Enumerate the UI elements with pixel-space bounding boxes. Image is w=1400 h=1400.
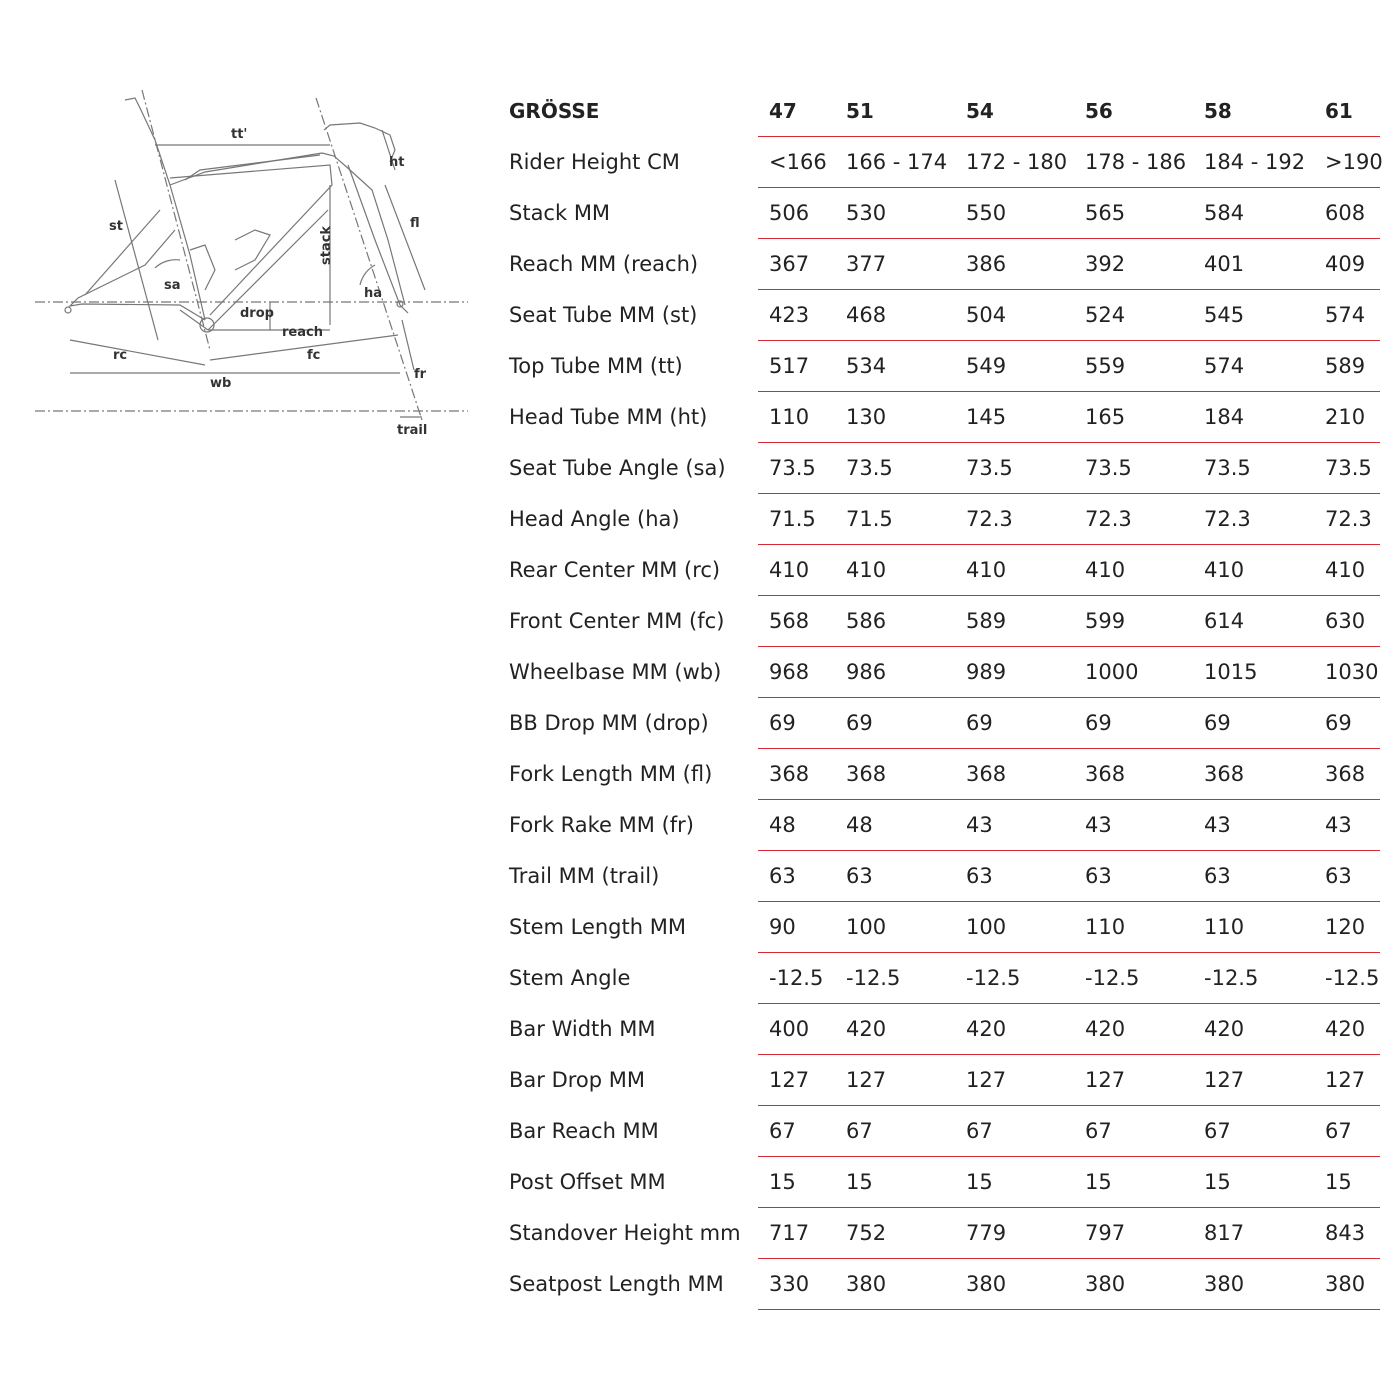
label-st: st <box>109 219 123 234</box>
table-row <box>507 953 1380 1004</box>
size-value-cell: 420 <box>1085 1017 1126 1041</box>
size-value-cell: 63 <box>966 864 993 888</box>
size-value-cell: 69 <box>1204 711 1231 735</box>
row-label: Fork Length MM (fl) <box>509 762 713 786</box>
frame-geometry-diagram <box>30 90 475 440</box>
size-value-cell: 72.3 <box>966 507 1013 531</box>
size-value-cell: 210 <box>1325 405 1366 429</box>
table-row <box>507 545 1380 596</box>
bottle-cage-front-outline <box>235 230 270 270</box>
size-value-cell: 100 <box>846 915 887 939</box>
size-value-cell: 63 <box>769 864 796 888</box>
size-value-cell: 986 <box>846 660 887 684</box>
row-label: Front Center MM (fc) <box>509 609 725 633</box>
size-value-cell: 420 <box>966 1017 1007 1041</box>
size-value-cell: 368 <box>1204 762 1245 786</box>
size-value-cell: 545 <box>1204 303 1245 327</box>
size-value-cell: 549 <box>966 354 1007 378</box>
size-value-cell: 584 <box>1204 201 1245 225</box>
size-value-cell: 420 <box>846 1017 887 1041</box>
row-label: Trail MM (trail) <box>509 864 660 888</box>
size-value-cell: 599 <box>1085 609 1126 633</box>
size-value-cell: 67 <box>1325 1119 1352 1143</box>
ha-angle-arc <box>360 265 375 285</box>
size-value-cell: 968 <box>769 660 810 684</box>
row-label: Stem Length MM <box>509 915 686 939</box>
size-value-cell: 184 - 192 <box>1204 150 1306 174</box>
size-value-cell: 817 <box>1204 1221 1245 1245</box>
row-label: Seat Tube MM (st) <box>509 303 698 327</box>
size-value-cell: 586 <box>846 609 887 633</box>
size-value-cell: 69 <box>1085 711 1112 735</box>
size-value-cell: 410 <box>1325 558 1366 582</box>
size-value-cell: 423 <box>769 303 810 327</box>
size-value-cell: 69 <box>769 711 796 735</box>
size-value-cell: 797 <box>1085 1221 1126 1245</box>
row-label: BB Drop MM (drop) <box>509 711 709 735</box>
top-tube-head-tube-outline <box>170 153 405 305</box>
label-fr: fr <box>414 367 427 382</box>
row-label: Head Tube MM (ht) <box>509 405 708 429</box>
size-value-cell: 589 <box>966 609 1007 633</box>
size-value-cell: 127 <box>1204 1068 1245 1092</box>
size-value-cell: 410 <box>846 558 887 582</box>
size-header: 61 <box>1325 99 1353 123</box>
size-value-cell: 71.5 <box>846 507 893 531</box>
size-value-cell: 178 - 186 <box>1085 150 1187 174</box>
size-value-cell: 63 <box>1325 864 1352 888</box>
size-value-cell: 377 <box>846 252 887 276</box>
size-value-cell: 367 <box>769 252 810 276</box>
row-label: Wheelbase MM (wb) <box>509 660 722 684</box>
table-row <box>507 596 1380 647</box>
size-value-cell: 72.3 <box>1085 507 1132 531</box>
header-label: GRÖSSE <box>509 99 600 123</box>
size-value-cell: -12.5 <box>1204 966 1259 990</box>
size-value-cell: 380 <box>966 1272 1007 1296</box>
size-value-cell: 130 <box>846 405 887 429</box>
size-value-cell: 69 <box>846 711 873 735</box>
table-row <box>507 1004 1380 1055</box>
row-label: Standover Height mm <box>509 1221 741 1245</box>
size-value-cell: <166 <box>769 150 827 174</box>
down-tube-upper-outline <box>170 165 332 315</box>
size-value-cell: 368 <box>1325 762 1366 786</box>
size-value-cell: 67 <box>846 1119 873 1143</box>
size-value-cell: 15 <box>1085 1170 1112 1194</box>
row-label: Post Offset MM <box>509 1170 666 1194</box>
row-label: Head Angle (ha) <box>509 507 680 531</box>
table-row <box>507 851 1380 902</box>
size-value-cell: 110 <box>1204 915 1245 939</box>
table-row <box>507 698 1380 749</box>
table-row <box>507 137 1383 188</box>
label-fc: fc <box>307 348 321 363</box>
size-value-cell: 614 <box>1204 609 1245 633</box>
size-value-cell: 568 <box>769 609 810 633</box>
row-divider <box>758 1309 1380 1310</box>
row-label: Seatpost Length MM <box>509 1272 724 1296</box>
size-value-cell: 574 <box>1204 354 1245 378</box>
sa-angle-arc <box>155 260 180 268</box>
rear-triangle-outline <box>70 230 205 320</box>
size-value-cell: 73.5 <box>966 456 1013 480</box>
size-value-cell: 843 <box>1325 1221 1366 1245</box>
label-trail: trail <box>397 423 428 438</box>
label-ht: ht <box>389 155 405 170</box>
size-value-cell: 524 <box>1085 303 1126 327</box>
label-ha: ha <box>364 286 383 301</box>
size-value-cell: 120 <box>1325 915 1366 939</box>
label-reach: reach <box>282 325 323 340</box>
rear-axle-circle <box>65 307 71 313</box>
table-row <box>507 1157 1380 1208</box>
table-row <box>507 1208 1380 1259</box>
size-value-cell: 386 <box>966 252 1007 276</box>
size-value-cell: 410 <box>769 558 810 582</box>
size-value-cell: -12.5 <box>769 966 824 990</box>
size-value-cell: 589 <box>1325 354 1366 378</box>
size-value-cell: 565 <box>1085 201 1126 225</box>
table-row <box>507 749 1380 800</box>
table-row <box>507 647 1380 698</box>
size-value-cell: 15 <box>1204 1170 1231 1194</box>
size-header: 56 <box>1085 99 1113 123</box>
size-value-cell: -12.5 <box>846 966 901 990</box>
size-value-cell: 127 <box>769 1068 810 1092</box>
table-row <box>507 1259 1380 1310</box>
table-row <box>507 188 1380 239</box>
size-value-cell: 1000 <box>1085 660 1139 684</box>
row-label: Reach MM (reach) <box>509 252 699 276</box>
size-value-cell: 67 <box>769 1119 796 1143</box>
size-value-cell: 380 <box>1325 1272 1366 1296</box>
label-rc: rc <box>113 348 128 363</box>
size-value-cell: 380 <box>1204 1272 1245 1296</box>
table-header-row <box>507 86 1380 137</box>
size-value-cell: 15 <box>769 1170 796 1194</box>
table-row <box>507 290 1380 341</box>
size-value-cell: 530 <box>846 201 887 225</box>
size-value-cell: 409 <box>1325 252 1366 276</box>
size-value-cell: 71.5 <box>769 507 816 531</box>
geometry-table <box>507 86 1383 1310</box>
size-value-cell: 90 <box>769 915 796 939</box>
size-value-cell: 43 <box>966 813 993 837</box>
size-header: 47 <box>769 99 797 123</box>
size-value-cell: 166 - 174 <box>846 150 948 174</box>
size-header: 58 <box>1204 99 1232 123</box>
size-value-cell: 172 - 180 <box>966 150 1068 174</box>
size-value-cell: 410 <box>1204 558 1245 582</box>
size-value-cell: 368 <box>846 762 887 786</box>
size-value-cell: 989 <box>966 660 1007 684</box>
size-value-cell: 420 <box>1204 1017 1245 1041</box>
size-value-cell: 392 <box>1085 252 1126 276</box>
table-row <box>507 341 1380 392</box>
table-row <box>507 392 1380 443</box>
size-value-cell: 410 <box>1085 558 1126 582</box>
size-value-cell: 127 <box>1085 1068 1126 1092</box>
size-value-cell: 368 <box>769 762 810 786</box>
size-value-cell: 779 <box>966 1221 1007 1245</box>
size-value-cell: 752 <box>846 1221 887 1245</box>
size-value-cell: 410 <box>966 558 1007 582</box>
size-value-cell: 15 <box>846 1170 873 1194</box>
size-value-cell: 380 <box>1085 1272 1126 1296</box>
row-label: Rear Center MM (rc) <box>509 558 721 582</box>
size-value-cell: 15 <box>1325 1170 1352 1194</box>
row-label: Seat Tube Angle (sa) <box>509 456 726 480</box>
st-dimension-line <box>115 180 158 340</box>
row-label: Stem Angle <box>509 966 631 990</box>
size-value-cell: 574 <box>1325 303 1366 327</box>
size-value-cell: 48 <box>846 813 873 837</box>
size-value-cell: 420 <box>1325 1017 1366 1041</box>
size-value-cell: 559 <box>1085 354 1126 378</box>
fl-dimension-line <box>385 185 425 290</box>
size-value-cell: 717 <box>769 1221 810 1245</box>
size-value-cell: 110 <box>769 405 810 429</box>
size-value-cell: 127 <box>966 1068 1007 1092</box>
label-wb: wb <box>210 376 232 391</box>
label-tt: tt' <box>231 127 248 142</box>
size-value-cell: -12.5 <box>1325 966 1380 990</box>
size-value-cell: 504 <box>966 303 1007 327</box>
size-value-cell: 63 <box>1204 864 1231 888</box>
size-value-cell: 43 <box>1085 813 1112 837</box>
table-row <box>507 800 1380 851</box>
size-value-cell: 43 <box>1325 813 1352 837</box>
size-value-cell: >190 <box>1325 150 1383 174</box>
row-label: Top Tube MM (tt) <box>509 354 683 378</box>
table-row <box>507 239 1380 290</box>
size-value-cell: 48 <box>769 813 796 837</box>
size-value-cell: 67 <box>966 1119 993 1143</box>
table-row <box>507 1106 1380 1157</box>
size-value-cell: 127 <box>1325 1068 1366 1092</box>
size-value-cell: 517 <box>769 354 810 378</box>
rc-dimension-line <box>70 340 205 365</box>
row-label: Fork Rake MM (fr) <box>509 813 694 837</box>
seat-tube-axis-line <box>142 90 210 350</box>
size-value-cell: 165 <box>1085 405 1126 429</box>
size-value-cell: 63 <box>1085 864 1112 888</box>
size-value-cell: 506 <box>769 201 810 225</box>
size-value-cell: 73.5 <box>769 456 816 480</box>
fr-dimension-line <box>402 320 414 370</box>
size-value-cell: 534 <box>846 354 887 378</box>
row-label: Bar Drop MM <box>509 1068 646 1092</box>
size-value-cell: 69 <box>966 711 993 735</box>
bottle-cage-rear-outline <box>190 245 215 290</box>
size-value-cell: 1030 <box>1325 660 1379 684</box>
label-stack: stack <box>319 225 334 265</box>
size-header: 54 <box>966 99 994 123</box>
size-value-cell: 69 <box>1325 711 1352 735</box>
size-value-cell: 100 <box>966 915 1007 939</box>
size-value-cell: 73.5 <box>1204 456 1251 480</box>
label-fl: fl <box>410 216 420 231</box>
row-label: Bar Reach MM <box>509 1119 659 1143</box>
row-label: Stack MM <box>509 201 611 225</box>
size-value-cell: 43 <box>1204 813 1231 837</box>
size-value-cell: 550 <box>966 201 1007 225</box>
table-row <box>507 1055 1380 1106</box>
size-value-cell: 67 <box>1204 1119 1231 1143</box>
size-value-cell: 67 <box>1085 1119 1112 1143</box>
table-row <box>507 494 1380 545</box>
size-value-cell: 184 <box>1204 405 1245 429</box>
size-value-cell: 380 <box>846 1272 887 1296</box>
size-value-cell: 368 <box>966 762 1007 786</box>
table-row <box>507 443 1380 494</box>
size-value-cell: 72.3 <box>1204 507 1251 531</box>
size-value-cell: -12.5 <box>1085 966 1140 990</box>
row-label: Rider Height CM <box>509 150 680 174</box>
size-value-cell: 73.5 <box>846 456 893 480</box>
label-sa: sa <box>164 278 181 293</box>
size-value-cell: 608 <box>1325 201 1366 225</box>
size-value-cell: 15 <box>966 1170 993 1194</box>
size-value-cell: 63 <box>846 864 873 888</box>
size-value-cell: 368 <box>1085 762 1126 786</box>
table-row <box>507 902 1380 953</box>
size-value-cell: 330 <box>769 1272 810 1296</box>
size-value-cell: 110 <box>1085 915 1126 939</box>
size-value-cell: 127 <box>846 1068 887 1092</box>
size-value-cell: 1015 <box>1204 660 1258 684</box>
size-value-cell: 400 <box>769 1017 810 1041</box>
size-header: 51 <box>846 99 874 123</box>
size-value-cell: 73.5 <box>1085 456 1132 480</box>
size-value-cell: -12.5 <box>966 966 1021 990</box>
frame-geometry-drawing <box>30 90 475 440</box>
size-value-cell: 630 <box>1325 609 1366 633</box>
size-value-cell: 468 <box>846 303 887 327</box>
size-value-cell: 73.5 <box>1325 456 1372 480</box>
size-value-cell: 72.3 <box>1325 507 1372 531</box>
size-value-cell: 401 <box>1204 252 1245 276</box>
row-label: Bar Width MM <box>509 1017 656 1041</box>
table-body <box>507 137 1383 1310</box>
label-drop: drop <box>240 306 274 321</box>
size-value-cell: 145 <box>966 405 1007 429</box>
